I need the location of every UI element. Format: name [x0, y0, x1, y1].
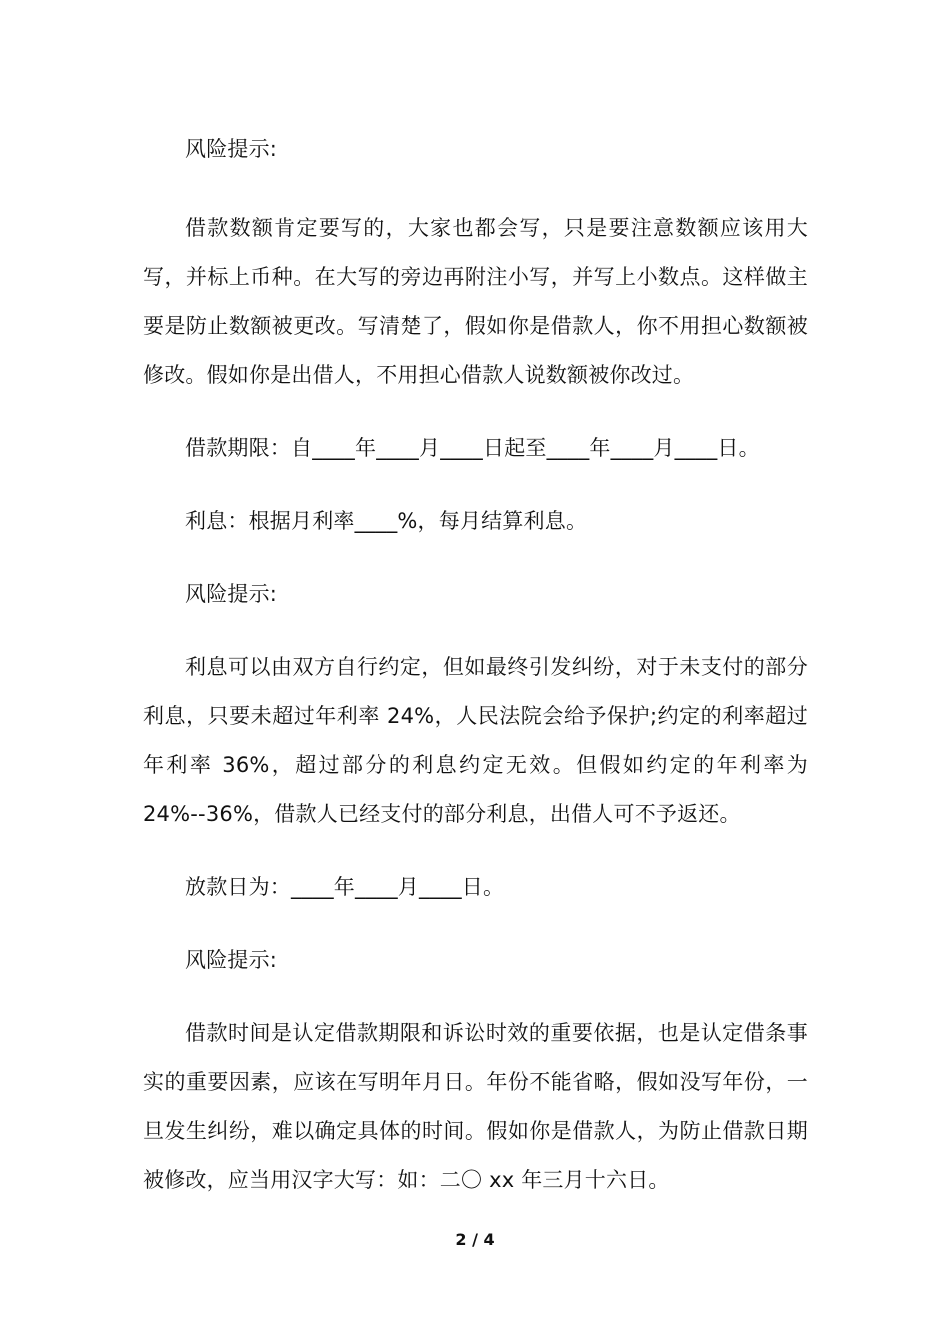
amount-paragraph: 借款数额肯定要写的，大家也都会写，只是要注意数额应该用大写，并标上币种。在大写的旁边再附注小写，并写上小数点。这样做主要是防止数额被更改。写清楚了，假如你是借款人，你不用担心数额被修改。假如你是出借人，不用担心借款人说数额被你改过。 — [143, 216, 808, 387]
document-body — [143, 125, 808, 1205]
page-number: 2 / 4 — [455, 1230, 495, 1249]
loan-term-line: 借款期限：自____年____月____日起至____年____月____日。 — [185, 436, 760, 460]
interest-line: 利息：根据月利率____%，每月结算利息。 — [185, 509, 588, 533]
risk-heading-1: 风险提示: — [185, 137, 278, 161]
risk-heading-2: 风险提示: — [185, 582, 278, 606]
interest-paragraph: 利息可以由双方自行约定，但如最终引发纠纷，对于未支付的部分利息，只要未超过年利率 24%，人民法院会给予保护;约定的利率超过年利率 36%，超过部分的利息约定无效。但假如约定的年利率为 24%--36%，借款人已经支付的部分利息，出借人可不予返还。 — [143, 655, 808, 826]
date-paragraph: 借款时间是认定借款期限和诉讼时效的重要依据，也是认定借条事实的重要因素，应该在写明年月日。年份不能省略，假如没写年份，一旦发生纠纷，难以确定具体的时间。假如你是借款人，为防止借款日期被修改，应当用汉字大写：如：二〇 xx 年三月十六日。 — [143, 1021, 808, 1192]
risk-heading-3: 风险提示: — [185, 948, 278, 972]
disbursement-date-line: 放款日为：____年____月____日。 — [185, 875, 505, 899]
